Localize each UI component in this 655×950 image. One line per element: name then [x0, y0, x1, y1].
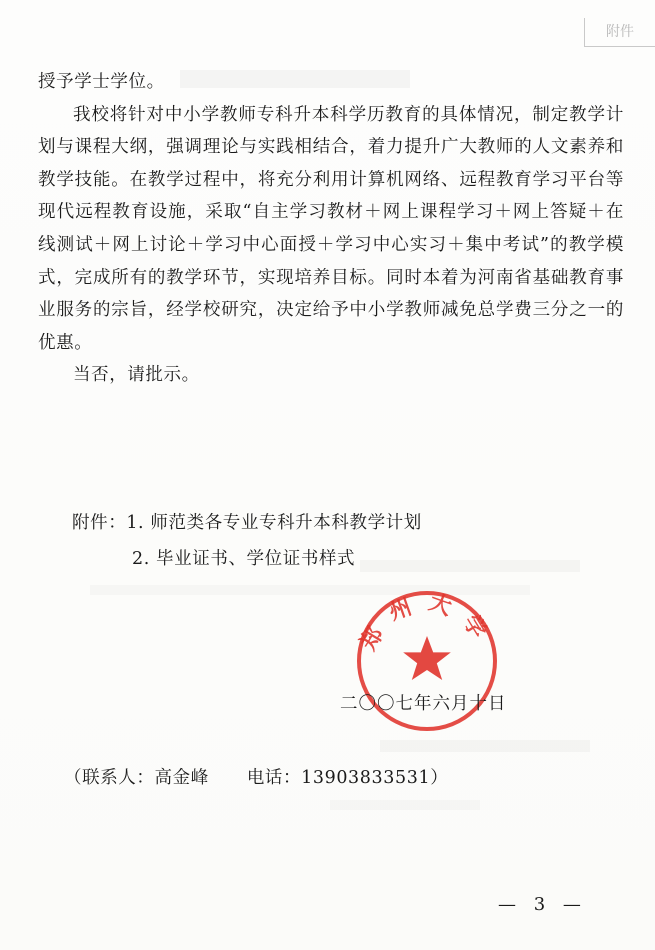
body-text — [38, 66, 624, 392]
contact-person-name: 高金峰 — [154, 768, 209, 788]
attachment-text-1: 1. 师范类各专业专科升本科教学计划 — [126, 513, 422, 533]
attachment-item-2: 2. 毕业证书、学位证书样式 — [132, 549, 356, 569]
seal-text: 郑州大学 — [355, 589, 499, 655]
attachments-label: 附件： — [72, 513, 127, 533]
attachment-item-1 — [72, 505, 422, 541]
attachments-list — [72, 505, 422, 577]
corner-attachment-mark: 附件 — [584, 18, 655, 47]
document-date: 二〇〇七年六月十日 — [340, 694, 507, 714]
bleed-through-shadow — [330, 800, 480, 810]
paragraph-3: 当否，请批示。 — [73, 365, 200, 386]
contact-phone-value: 13903833531） — [301, 768, 449, 788]
page-number: — 3 — — [498, 894, 587, 915]
bleed-through-shadow — [380, 740, 590, 752]
contact-line — [64, 764, 448, 789]
paragraph-2: 我校将针对中小学教师专科升本科学历教育的具体情况，制定教学计划与课程大纲，强调理论与实践相结合，着力提升广大教师的人文素养和教学技能。在教学过程中，将充分利用计算机网络、远程教育学习平台等现代远程教育设施，采取“自主学习教材＋网上课程学习＋网上答疑＋在线测试＋网上讨论＋学习中心面授＋学习中心实习＋集中考试”的教学模式，完成所有的教学环节，实现培养目标。同时本着为河南省基础教育事业服务的宗旨，经学校研究，决定给予中小学教师减免总学费三分之一的优惠。 — [38, 104, 624, 353]
paragraph-1: 授予学士学位。 — [38, 72, 165, 92]
contact-phone-label: 电话： — [246, 768, 302, 788]
star-icon — [403, 636, 451, 680]
contact-person-label: （联系人： — [64, 768, 155, 788]
